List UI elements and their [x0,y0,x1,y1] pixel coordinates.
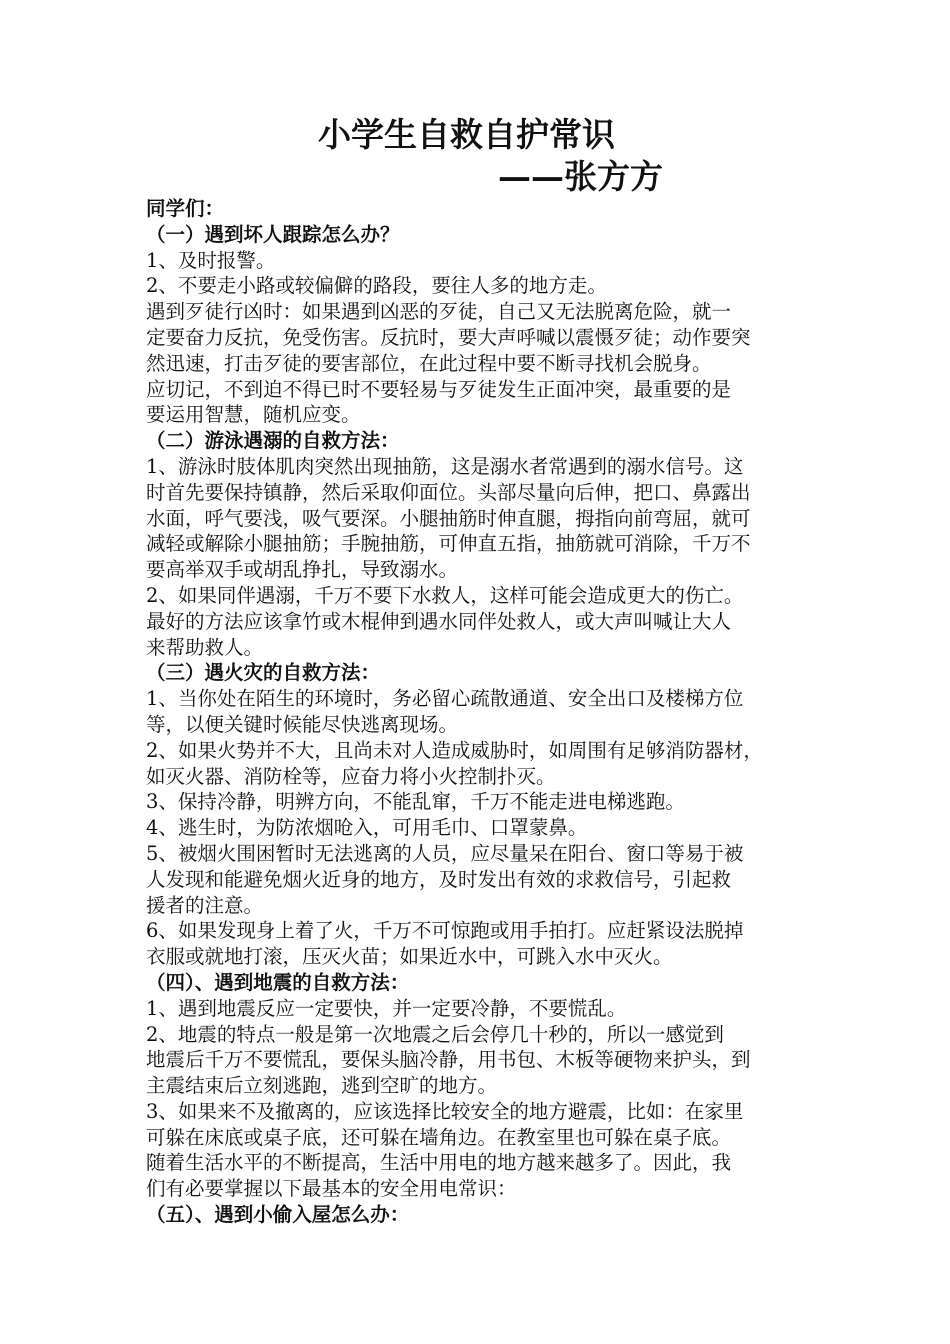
section-heading: （三）遇火灾的自救方法： [146,661,381,685]
body-text-line: 4、逃生时，为防浓烟呛入，可用毛巾、口罩蒙鼻。 [146,816,588,840]
body-text-line: 如灭火器、消防栓等，应奋力将小火控制扑灭。 [146,764,556,788]
section-heading: （二）游泳遇溺的自救方法： [146,429,400,453]
body-text-line: 5、被烟火围困暂时无法逃离的人员，应尽量呆在阳台、窗口等易于被 [146,841,744,865]
body-text-line: 可躲在床底或桌子底，还可躲在墙角边。在教室里也可躲在桌子底。 [146,1125,732,1149]
body-text-line: 援者的注意。 [146,893,264,917]
body-text-line: 水面，呼气要浅，吸气要深。小腿抽筋时伸直腿，拇指向前弯屈，就可 [146,506,751,530]
body-text-line: 应切记，不到迫不得已时不要轻易与歹徒发生正面冲突，最重要的是 [146,377,732,401]
section-heading: （一）遇到坏人跟踪怎么办？ [146,222,400,246]
document-author: ——张方方 [498,157,663,196]
section-heading: （四）、遇到地震的自救方法： [146,970,410,994]
document-title: 小学生自救自护常识 [318,115,615,154]
body-text-line: 时首先要保持镇静，然后采取仰面位。头部尽量向后伸，把口、鼻露出 [146,480,751,504]
body-text-line: 2、不要走小路或较偏僻的路段，要往人多的地方走。 [146,274,607,298]
body-text-line: 1、遇到地震反应一定要快，并一定要冷静，不要慌乱。 [146,996,627,1020]
body-text-line: 最好的方法应该拿竹或木棍伸到遇水同伴处救人，或大声叫喊让大人 [146,609,732,633]
body-text-line: 3、如果来不及撤离的，应该选择比较安全的地方避震，比如：在家里 [146,1099,744,1123]
body-text-line: 2、如果同伴遇溺，千万不要下水救人，这样可能会造成更大的伤亡。 [146,583,744,607]
body-text-line: 们有必要掌握以下最基本的安全用电常识： [146,1177,517,1201]
body-text-line: 6、如果发现身上着了火，千万不可惊跑或用手拍打。应赶紧设法脱掉 [146,919,744,943]
body-text-line: 要高举双手或胡乱挣扎，导致溺水。 [146,558,459,582]
body-text-line: 来帮助救人。 [146,635,264,659]
body-text-line: 随着生活水平的不断提高，生活中用电的地方越来越多了。因此，我 [146,1151,732,1175]
body-text-line: 2、地震的特点一般是第一次地震之后会停几十秒的，所以一感觉到 [146,1022,724,1046]
body-text-line: 1、游泳时肢体肌肉突然出现抽筋，这是溺水者常遇到的溺水信号。这 [146,454,744,478]
body-text-line: 1、当你处在陌生的环境时，务必留心疏散通道、安全出口及楼梯方位 [146,687,744,711]
document-body [146,196,826,1228]
body-text-line: 衣服或就地打滚，压灭火苗；如果近水中，可跳入水中灭火。 [146,945,673,969]
body-text-line: 要运用智慧，随机应变。 [146,403,361,427]
body-text-line: 定要奋力反抗，免受伤害。反抗时，要大声呼喊以震慑歹徒；动作要突 [146,325,751,349]
body-text-line: 地震后千万不要慌乱，要保头脑冷静，用书包、木板等硬物来护头，到 [146,1048,751,1072]
body-text-line: 主震结束后立刻逃跑，逃到空旷的地方。 [146,1074,498,1098]
section-heading: （五）、遇到小偷入屋怎么办： [146,1203,410,1227]
body-text-line: 人发现和能避免烟火近身的地方，及时发出有效的求救信号，引起救 [146,867,732,891]
body-text-line: 3、保持冷静，明辨方向，不能乱窜，千万不能走进电梯逃跑。 [146,790,685,814]
body-text-line: 2、如果火势并不大，且尚未对人造成威胁时，如周围有足够消防器材， [146,738,763,762]
section-heading: 同学们： [146,197,225,220]
body-text-line: 减轻或解除小腿抽筋；手腕抽筋，可伸直五指，抽筋就可消除，千万不 [146,532,751,556]
body-text-line: 然迅速，打击歹徒的要害部位，在此过程中要不断寻找机会脱身。 [146,351,712,375]
body-text-line: 等，以便关键时候能尽快逃离现场。 [146,712,459,736]
body-text-line: 1、及时报警。 [146,248,276,272]
body-text-line: 遇到歹徒行凶时：如果遇到凶恶的歹徒，自己又无法脱离危险，就一 [146,300,732,324]
